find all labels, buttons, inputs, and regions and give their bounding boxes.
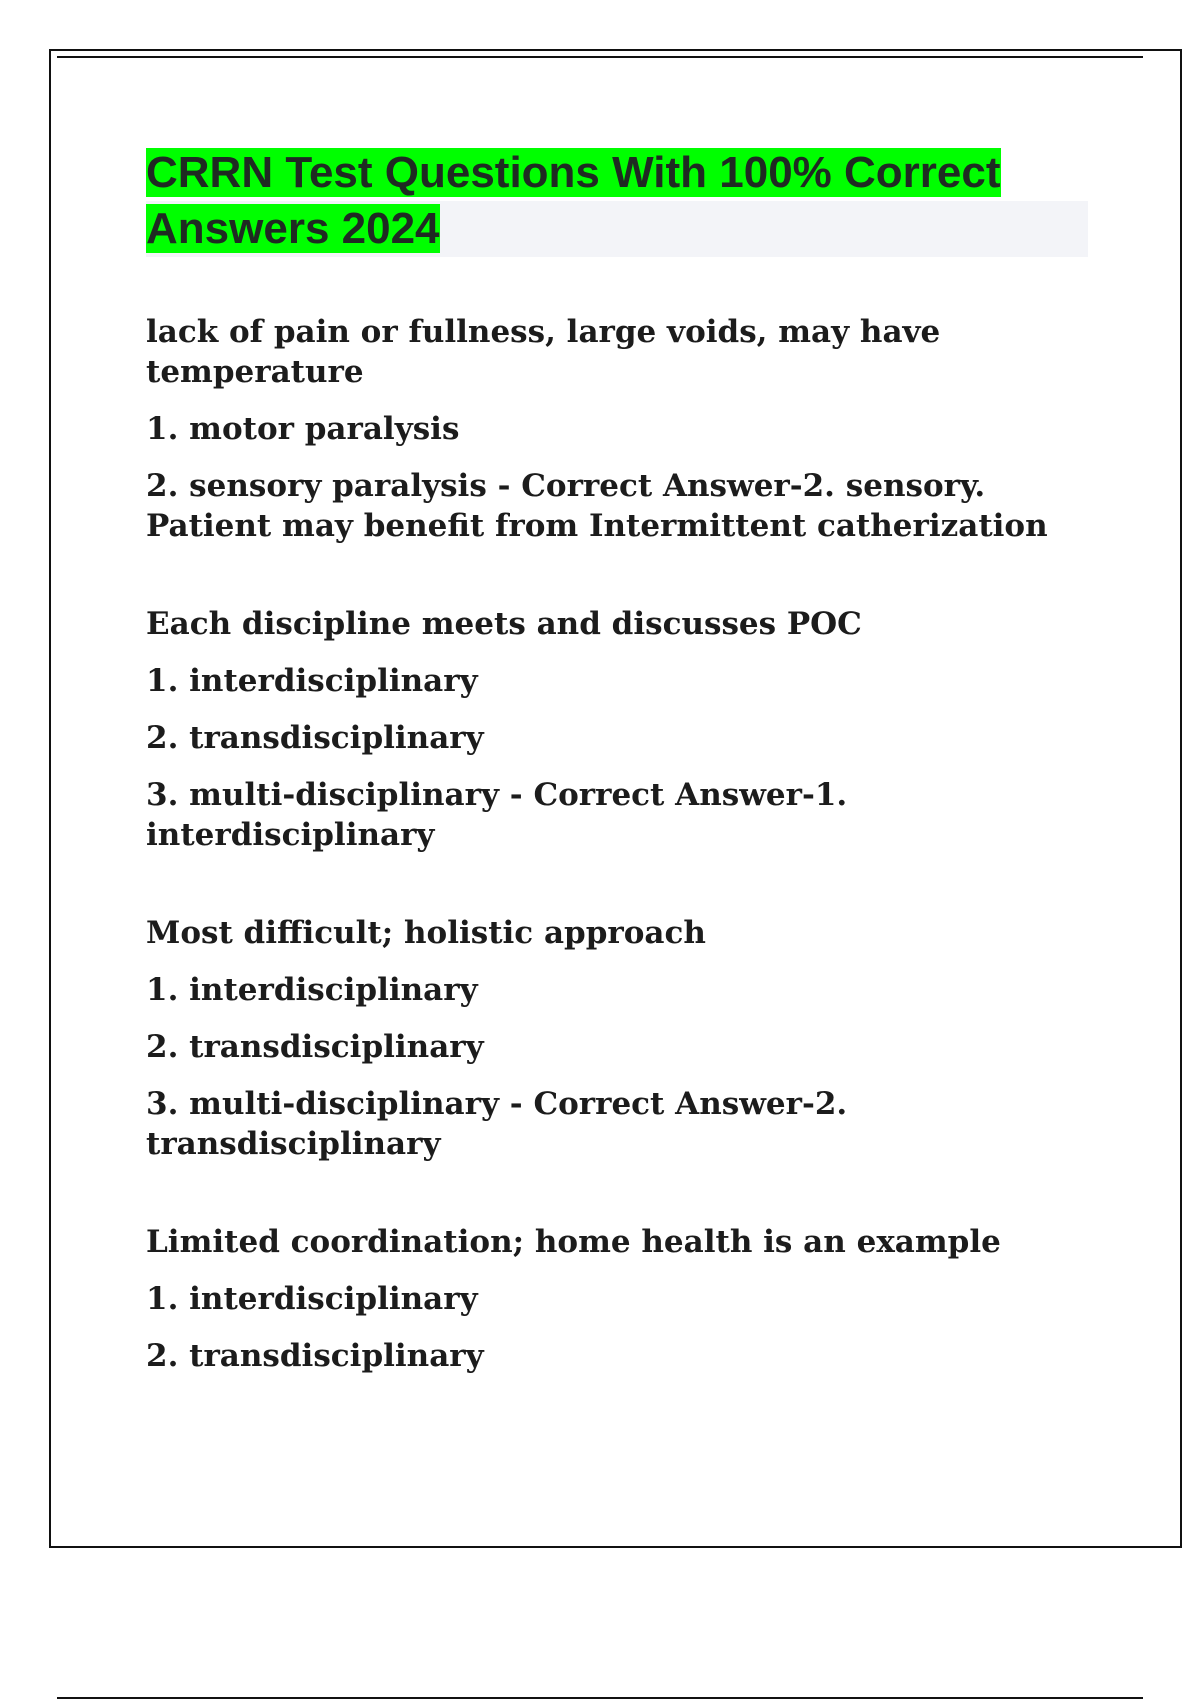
answer-option: 2. transdisciplinary: [146, 1029, 484, 1065]
answer-option: 1. interdisciplinary: [146, 1281, 478, 1317]
answer-option: 1. motor paralysis: [146, 411, 460, 447]
top-rule: [57, 56, 1143, 58]
answer-option: 2. transdisciplinary: [146, 720, 484, 756]
answer-option: 1. interdisciplinary: [146, 972, 478, 1008]
question-block: [146, 604, 1106, 855]
question-prompt: Most difficult; holistic approach: [146, 915, 706, 951]
document-title: [146, 145, 1088, 257]
answer-option: 3. multi-disciplinary - Correct Answer-2. transdisciplinary: [146, 1086, 848, 1162]
question-prompt: Each discipline meets and discusses POC: [146, 606, 862, 642]
question-block: [146, 1222, 1106, 1376]
question-list: [146, 312, 1106, 1434]
question-prompt: lack of pain or fullness, large voids, may have temperature: [146, 314, 941, 390]
title-highlight-2: Answers 2024: [146, 204, 440, 253]
question-block: [146, 913, 1106, 1164]
bottom-rule: [57, 1697, 1143, 1699]
answer-option: 3. multi-disciplinary - Correct Answer-1. interdisciplinary: [146, 777, 848, 853]
answer-option: 1. interdisciplinary: [146, 663, 478, 699]
title-line-2: [146, 201, 1088, 257]
answer-option: 2. transdisciplinary: [146, 1338, 484, 1374]
question-prompt: Limited coordination; home health is an example: [146, 1224, 1001, 1260]
title-line-1: [146, 145, 1088, 201]
title-highlight-1: CRRN Test Questions With 100% Correct: [146, 148, 1001, 197]
question-block: [146, 312, 1106, 546]
answer-option: 2. sensory paralysis - Correct Answer-2. sensory. Patient may benefit from Intermittent catherization: [146, 468, 1048, 544]
